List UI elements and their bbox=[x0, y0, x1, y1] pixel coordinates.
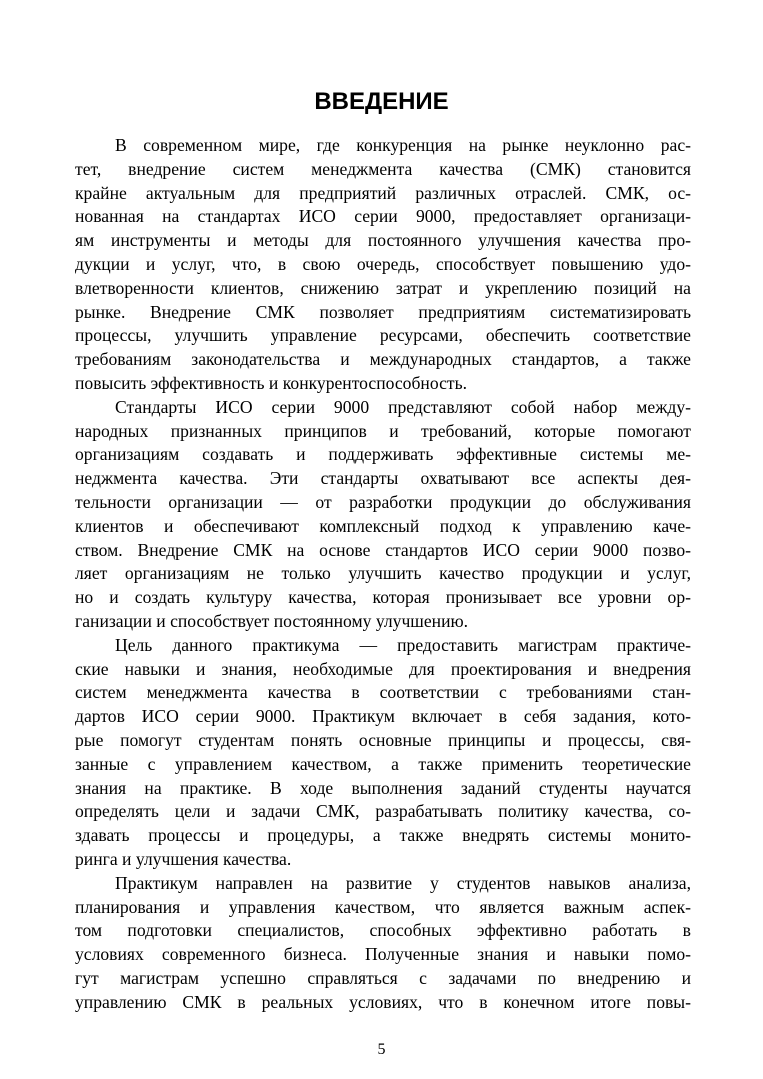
text-line: нованная на стандартах ИСО серии 9000, предоставляет организаци- bbox=[75, 206, 691, 227]
text-line: ям инструменты и методы для постоянного улучшения качества про- bbox=[75, 230, 691, 251]
text-line: неджмента качества. Эти стандарты охватывают все аспекты дея- bbox=[75, 468, 691, 489]
text-line: Цель данного практикума — предоставить магистрам практиче- bbox=[115, 634, 691, 655]
text-line: требованиям законодательства и международных стандартов, а также bbox=[75, 349, 691, 370]
paragraph-1 bbox=[75, 134, 691, 396]
text-line: систем менеджмента качества в соответствии с требованиями стан- bbox=[75, 682, 691, 703]
text-line: дартов ИСО серии 9000. Практикум включает в себя задания, кото- bbox=[75, 706, 691, 727]
text-line: здавать процессы и процедуры, а также внедрять системы монито- bbox=[75, 825, 691, 846]
text-line: ляет организациям не только улучшить качество продукции и услуг, bbox=[75, 563, 691, 584]
text-line: знания на практике. В ходе выполнения заданий студенты научатся bbox=[75, 777, 691, 798]
text-line: тет, внедрение систем менеджмента качества (СМК) становится bbox=[75, 158, 691, 179]
body-text bbox=[75, 134, 691, 1014]
text-line: Стандарты ИСО серии 9000 представляют собой набор между- bbox=[115, 396, 691, 417]
text-line: планирования и управления качеством, что является важным аспек- bbox=[75, 896, 691, 917]
text-line: В современном мире, где конкуренция на рынке неуклонно рас- bbox=[115, 135, 691, 155]
text-line: рынке. Внедрение СМК позволяет предприятиям систематизировать bbox=[75, 301, 691, 322]
text-line: организациям создавать и поддерживать эффективные системы ме- bbox=[75, 444, 691, 465]
text-line: народных признанных принципов и требований, которые помогают bbox=[75, 420, 691, 441]
text-line: но и создать культуру качества, которая пронизывает все уровни ор- bbox=[75, 587, 691, 608]
text-line: повысить эффективность и конкурентоспособность. bbox=[75, 372, 468, 393]
text-line: процессы, улучшить управление ресурсами, обеспечить соответствие bbox=[75, 325, 691, 346]
paragraph-4 bbox=[75, 872, 691, 1015]
text-line: дукции и услуг, что, в свою очередь, способствует повышению удо- bbox=[75, 253, 691, 274]
text-line: условиях современного бизнеса. Полученные знания и навыки помо- bbox=[75, 944, 691, 965]
text-line: том подготовки специалистов, способных эффективно работать в bbox=[75, 920, 691, 941]
text-line: клиентов и обеспечивают комплексный подход к управлению каче- bbox=[75, 515, 691, 536]
text-line: определять цели и задачи СМК, разрабатывать политику качества, со- bbox=[75, 801, 691, 822]
text-line: рые помогут студентам понять основные принципы и процессы, свя- bbox=[75, 729, 691, 750]
paragraph-2 bbox=[75, 396, 691, 634]
page-number: 5 bbox=[377, 1041, 386, 1058]
text-line: гут магистрам успешно справляться с задачами по внедрению и bbox=[75, 967, 691, 988]
text-line: ством. Внедрение СМК на основе стандартов ИСО серии 9000 позво- bbox=[75, 539, 691, 560]
text-line: тельности организации — от разработки продукции до обслуживания bbox=[75, 491, 691, 512]
text-line: ринга и улучшения качества. bbox=[75, 848, 292, 869]
page-title: ВВЕДЕНИЕ bbox=[314, 88, 449, 115]
text-line: управлению СМК в реальных условиях, что в конечном итоге повы- bbox=[75, 991, 691, 1012]
text-line: ские навыки и знания, необходимые для проектирования и внедрения bbox=[75, 658, 691, 679]
paragraph-3 bbox=[75, 634, 691, 872]
text-line: занные с управлением качеством, а также применить теоретические bbox=[75, 753, 691, 774]
text-line: ганизации и способствует постоянному улучшению. bbox=[75, 610, 469, 631]
text-line: крайне актуальным для предприятий различных отраслей. СМК, ос- bbox=[75, 182, 691, 203]
text-line: влетворенности клиентов, снижению затрат и укреплению позиций на bbox=[75, 277, 691, 298]
text-line: Практикум направлен на развитие у студентов навыков анализа, bbox=[115, 872, 691, 893]
